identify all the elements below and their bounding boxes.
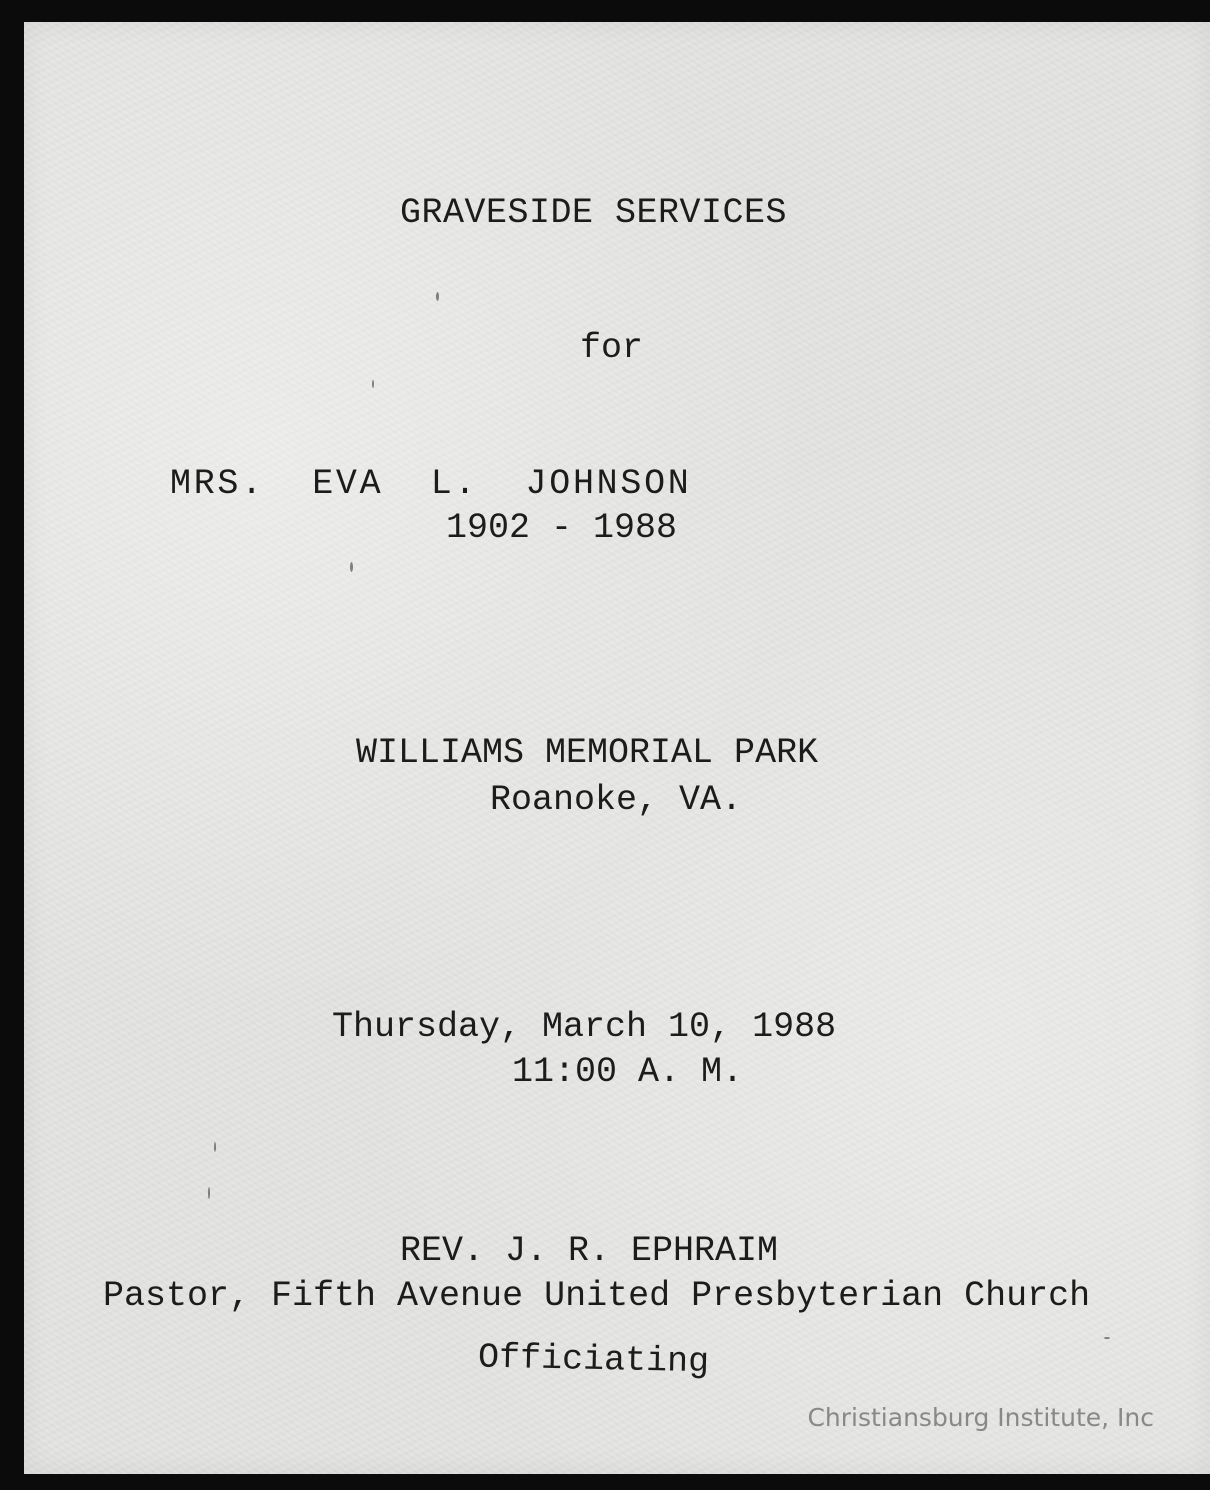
- deceased-name: MRS. EVA L. JOHNSON: [170, 464, 692, 504]
- paper-speck: [350, 562, 353, 572]
- officiating-label: Officiating: [477, 1337, 710, 1383]
- paper-speck: [208, 1187, 210, 1199]
- cemetery-city: Roanoke, VA.: [490, 780, 743, 820]
- service-time: 11:00 A. M.: [512, 1052, 744, 1092]
- paper-speck: [214, 1142, 216, 1152]
- paper-speck: [436, 292, 439, 301]
- officiant-name: REV. J. R. EPHRAIM: [400, 1231, 779, 1271]
- life-years: 1902 - 1988: [446, 508, 678, 548]
- cemetery-name: WILLIAMS MEMORIAL PARK: [356, 733, 819, 773]
- watermark: Christiansburg Institute, Inc: [807, 1403, 1154, 1432]
- officiant-title: Pastor, Fifth Avenue United Presbyterian Church: [103, 1276, 1091, 1316]
- service-date: Thursday, March 10, 1988: [332, 1007, 837, 1047]
- document-title: GRAVESIDE SERVICES: [400, 193, 788, 233]
- for-line: for: [580, 328, 644, 368]
- paper-speck: [1104, 1337, 1110, 1339]
- paper-speck: [372, 380, 374, 388]
